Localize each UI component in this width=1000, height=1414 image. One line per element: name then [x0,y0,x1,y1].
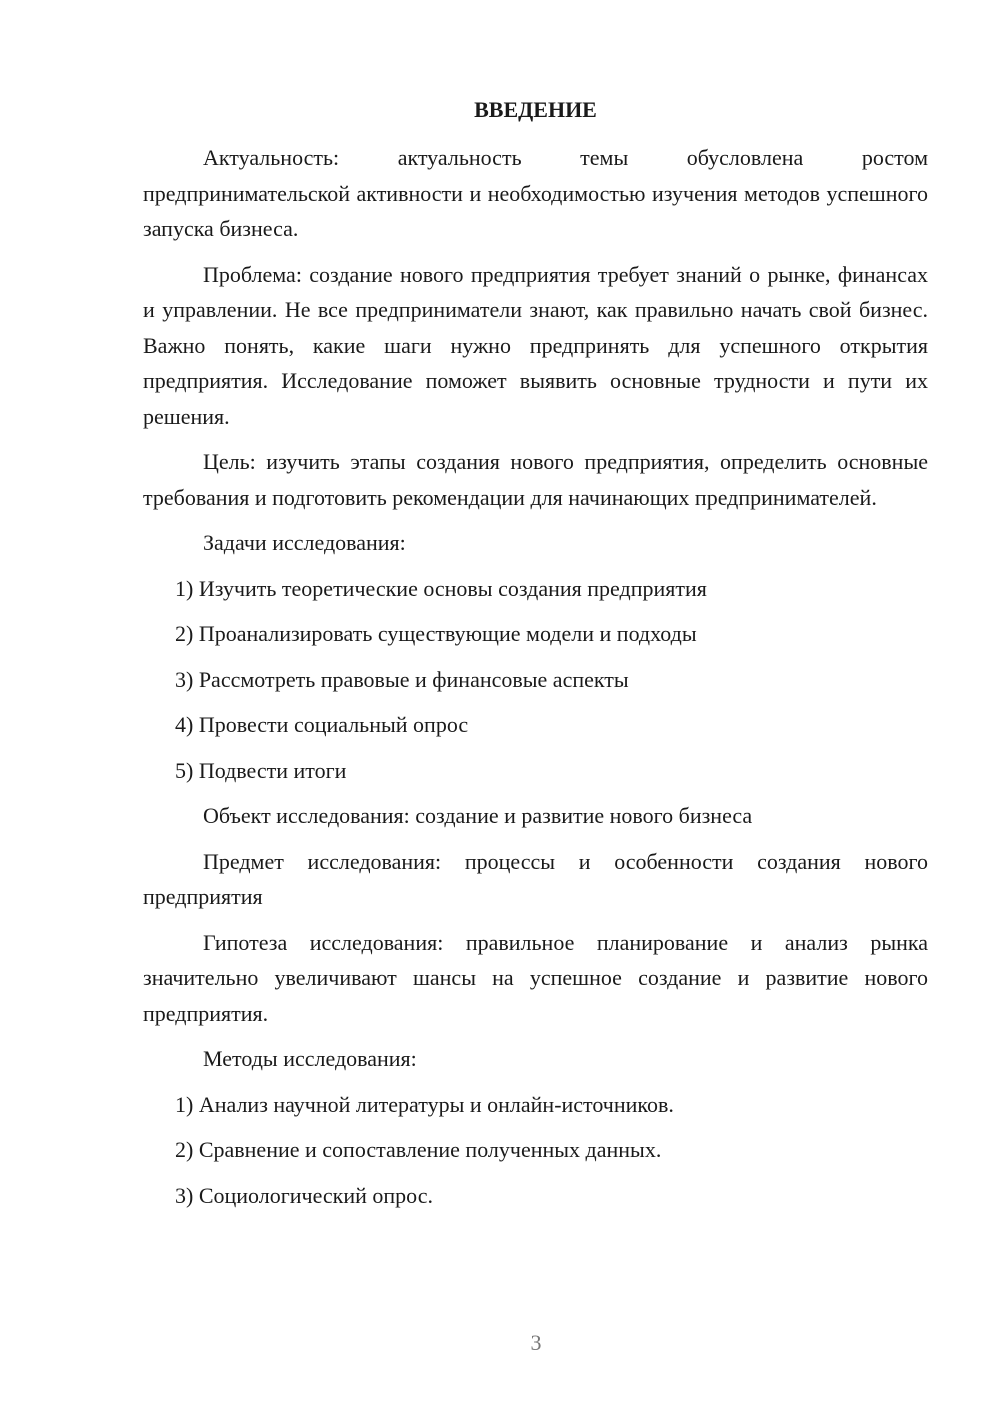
list-item: 3) Социологический опрос. [175,1182,433,1208]
page-number: 3 [530,1330,542,1355]
hypothesis-paragraph: Гипотеза исследования: правильное планирование и анализ рынка значительно увеличивают шансы на успешное создание и развитие нового предприятия. [143,929,928,1026]
subject-paragraph: Предмет исследования: процессы и особенности создания нового предприятия [143,848,928,909]
document-page [143,90,928,1223]
list-item: 2) Сравнение и сопоставление полученных данных. [175,1137,662,1162]
tasks-heading: Задачи исследования: [203,530,406,555]
problem-paragraph: Проблема: создание нового предприятия требует знаний о рынке, финансах и управлении. Не все предприниматели знают, как правильно начать свой бизнес. Важно понять, какие шаги нужно предпринять для успешного открытия предприятия. Исследование поможет выявить основные трудности и пути их решения. [143,261,928,429]
list-item: 2) Проанализировать существующие модели и подходы [175,621,697,646]
list-item: 4) Провести социальный опрос [175,712,469,737]
methods-list [143,1087,928,1214]
page-title: ВВЕДЕНИЕ [474,97,597,122]
goal-paragraph: Цель: изучить этапы создания нового предприятия, определить основные требования и подготовить рекомендации для начинающих предпринимателей. [143,449,928,510]
object-paragraph: Объект исследования: создание и развитие нового бизнеса [203,803,753,828]
list-item: 3) Рассмотреть правовые и финансовые аспекты [175,666,629,692]
list-item: 5) Подвести итоги [175,757,347,783]
methods-heading: Методы исследования: [203,1046,417,1071]
list-item: 1) Анализ научной литературы и онлайн-источников. [175,1091,674,1117]
tasks-list [143,571,928,789]
list-item: 1) Изучить теоретические основы создания предприятия [175,575,707,601]
relevance-paragraph: Актуальность: актуальность темы обусловлена ростом предпринимательской активности и необходимостью изучения методов успешного запуска бизнеса. [143,145,928,241]
